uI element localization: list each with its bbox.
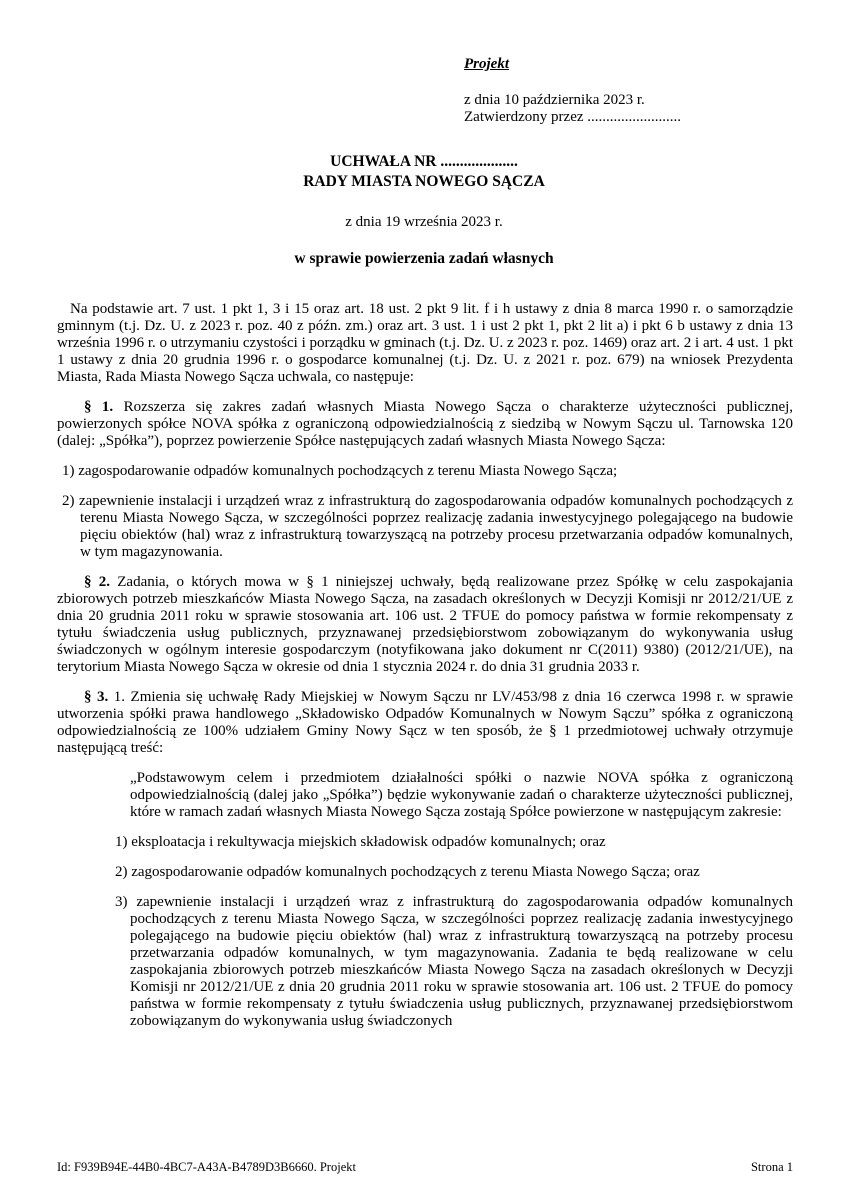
- quoted-provision-item-2: 2) zagospodarowanie odpadów komunalnych pochodzących z terenu Miasta Nowego Sącza; oraz: [115, 864, 700, 880]
- section-2-paragraph: [57, 574, 793, 676]
- quoted-provision-item-1: 1) eksploatacja i rekultywacja miejskich składowisk odpadów komunalnych; oraz: [115, 834, 606, 850]
- quoted-provision-item-3: 3) zapewnienie instalacji i urządzeń wraz z infrastrukturą do zagospodarowania odpadów komunalnych pochodzących z terenu Miasta Nowego Sącza, w szczególności poprzez realizację zadania inwestycyjnego polegającego na budowie pięciu obiektów (hal) wraz z infrastrukturą towarzyszącą na potrzeby procesu przetwarzania odpadów komunalnych, w tym magazynowania. Zadania te będą realizowane w celu zaspokajania zbiorowych potrzeb mieszkańców Miasta Nowego Sącza na zasadach określonych w Decyzji Komisji nr 2012/21/UE z dnia 20 grudnia 2011 roku w sprawie stosowania art. 106 ust. 2 TFUE do pomocy państwa w formie rekompensaty z tytułu świadczenia usług publicznych, przyznawanej przedsiębiorstwom zobowiązanym do wykonywania usług świadczonych: [115, 894, 793, 1029]
- section-3-marker: § 3.: [84, 689, 109, 705]
- resolution-number-title: UCHWAŁA NR ....................: [330, 153, 518, 170]
- page-number: Strona 1: [750, 1160, 793, 1174]
- document-id: Id: F939B94E-44B0-4BC7-A43A-B4789D3B6660. Projekt: [57, 1160, 356, 1174]
- legal-basis-paragraph: Na podstawie art. 7 ust. 1 pkt 1, 3 i 15 oraz art. 18 ust. 2 pkt 9 lit. f i h ustawy z dnia 8 marca 1990 r. o samorządzie gminnym (t.j. Dz. U. z 2023 r. poz. 40 z późn. zm.) oraz art. 3 ust. 1 i ust 2 pkt 1, pkt 2 lit a) i pkt 6 b ustawy z dnia 13 września 1996 r. o utrzymaniu czystości i porządku w gminach (t.j. Dz. U. z 2023 r. poz. 1469) oraz art. 2 i art. 4 ust. 1 pkt 1 ustawy z dnia 20 grudnia 1996 r. o gospodarce komunalnej (t.j. Dz. U. z 2021 r. poz. 679) na wniosek Prezydenta Miasta, Rada Miasta Nowego Sącza uchwala, co następuje:: [57, 301, 793, 385]
- resolution-date: z dnia 19 września 2023 r.: [345, 214, 503, 230]
- council-name-title: RADY MIASTA NOWEGO SĄCZA: [303, 173, 545, 190]
- resolution-subject: w sprawie powierzenia zadań własnych: [294, 250, 554, 267]
- section-1-item-2: 2) zapewnienie instalacji i urządzeń wraz z infrastrukturą do zagospodarowania odpadów komunalnych pochodzących z terenu Miasta Nowego Sącza, w szczególności poprzez realizację zadania inwestycyjnego polegającego na budowie pięciu obiektów (hal) wraz z infrastrukturą towarzyszącą na potrzeby procesu przetwarzania odpadów komunalnych, w tym magazynowania.: [62, 493, 793, 560]
- page-footer: [57, 1160, 793, 1175]
- section-2-text: Zadania, o których mowa w § 1 niniejszej uchwały, będą realizowane przez Spółkę w celu zaspokajania zbiorowych potrzeb mieszkańców Miasta Nowego Sącza, na zasadach określonych w Decyzji Komisji nr 2012/21/UE z dnia 20 grudnia 2011 roku w sprawie stosowania art. 106 ust. 2 TFUE do pomocy państwa w formie rekompensaty z tytułu świadczenia usług publicznych, przyznawanej przedsiębiorstwom zobowiązanym do wykonywania usług świadczonych w ogólnym interesie gospodarczym (notyfikowana jako dokument nr C(2011) 9380) (2012/21/UE), na terytorium Miasta Nowego Sącza w okresie od dnia 1 stycznia 2024 r. do dnia 31 grudnia 2033 r.: [57, 574, 794, 675]
- projekt-label: Projekt: [464, 56, 509, 72]
- section-1-item-1: 1) zagospodarowanie odpadów komunalnych pochodzących z terenu Miasta Nowego Sącza;: [62, 463, 618, 479]
- section-1-text: Rozszerza się zakres zadań własnych Miasta Nowego Sącza o charakterze użyteczności publicznej, powierzonych spółce NOVA spółka z ograniczoną odpowiedzialnością z siedzibą w Nowym Sączu ul. Tarnowska 120 (dalej: „Spółka”), poprzez powierzenie Spółce następujących zadań własnych Miasta Nowego Sącza:: [57, 399, 794, 449]
- section-1-marker: § 1.: [84, 399, 114, 415]
- draft-date: z dnia 10 października 2023 r.: [464, 92, 645, 108]
- resolution-body: [57, 301, 793, 1043]
- section-3-paragraph: [57, 689, 793, 757]
- section-3-text: 1. Zmienia się uchwałę Rady Miejskiej w Nowym Sączu nr LV/453/98 z dnia 16 czerwca 1998 r. w sprawie utworzenia spółki prawa handlowego „Składowisko Odpadów Komunalnych w Nowym Sączu” spółka z ograniczoną odpowiedzialnością ze 100% udziałem Gminy Nowy Sącz w ten sposób, że § 1 przedmiotowej uchwały otrzymuje następującą treść:: [57, 689, 794, 756]
- quoted-provision-intro: „Podstawowym celem i przedmiotem działalności spółki o nazwie NOVA spółka z ograniczoną odpowiedzialnością (dalej jako „Spółka”) będzie wykonywanie zadań o charakterze użyteczności publicznej, które w ramach zadań własnych Miasta Nowego Sącza zostają Spółce powierzone w następującym zakresie:: [130, 770, 793, 820]
- section-2-marker: § 2.: [84, 574, 110, 590]
- section-1-paragraph: [57, 399, 793, 450]
- draft-header-block: [464, 56, 681, 126]
- approved-by-line: Zatwierdzony przez .........................: [464, 109, 682, 125]
- resolution-title-block: [0, 152, 848, 267]
